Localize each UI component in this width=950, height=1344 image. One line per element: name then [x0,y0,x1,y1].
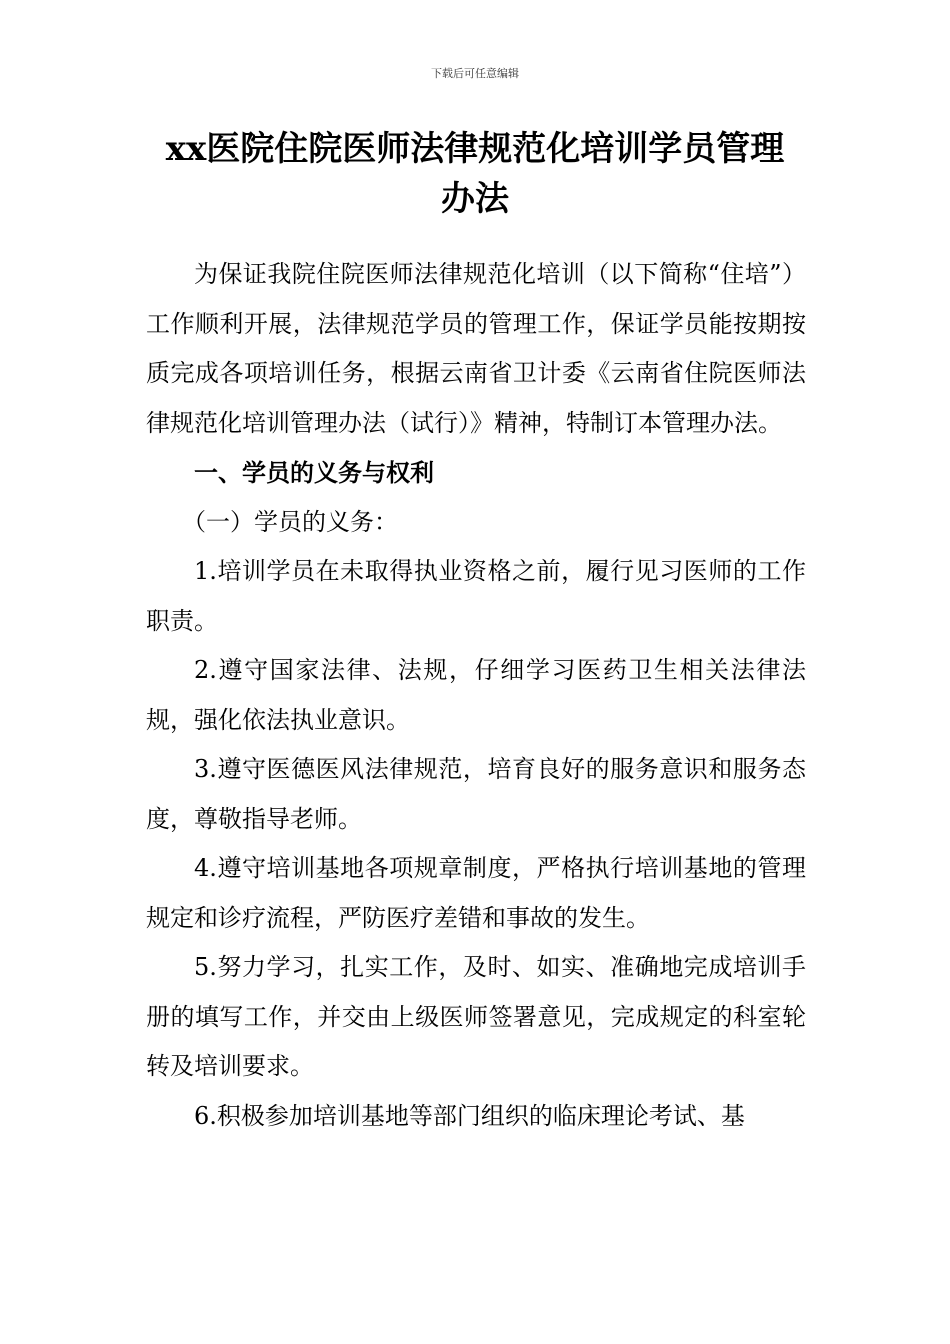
document-title [100,124,850,224]
section-heading-rights-duties: 一、学员的义务与权利 [194,458,434,487]
duty-item-6: 6.积极参加培训基地等部门组织的临床理论考试、基 [194,1101,745,1130]
duty-item-4: 4.遵守培训基地各项规章制度，严格执行培训基地的管理规定和诊疗流程，严防医疗差错和事故的发生。 [146,854,806,932]
duty-item-2: 2.遵守国家法律、法规，仔细学习医药卫生相关法律法规，强化依法执业意识。 [146,656,806,734]
duty-item-5: 5.努力学习，扎实工作，及时、如实、准确地完成培训手册的填写工作，并交由上级医师签署意见，完成规定的科室轮转及培训要求。 [146,953,806,1080]
intro-paragraph: 为保证我院住院医师法律规范化培训（以下简称“住培”）工作顺利开展，法律规范学员的管理工作，保证学员能按期按质完成各项培训任务，根据云南省卫计委《云南省住院医师法律规范化培训管理办法（试行）》精神，特制订本管理办法。 [146,260,806,437]
sub-heading-duties: （一）学员的义务： [182,507,398,536]
duty-item-1: 1.培训学员在未取得执业资格之前，履行见习医师的工作职责。 [146,557,806,635]
duty-item-3: 3.遵守医德医风法律规范，培育良好的服务意识和服务态度，尊敬指导老师。 [146,755,806,833]
document-body [146,250,806,1141]
header-note: 下载后可任意编辑 [431,67,519,80]
title-line-2: 办法 [441,179,509,219]
title-line-1: xx医院住院医师法律规范化培训学员管理 [165,129,785,169]
